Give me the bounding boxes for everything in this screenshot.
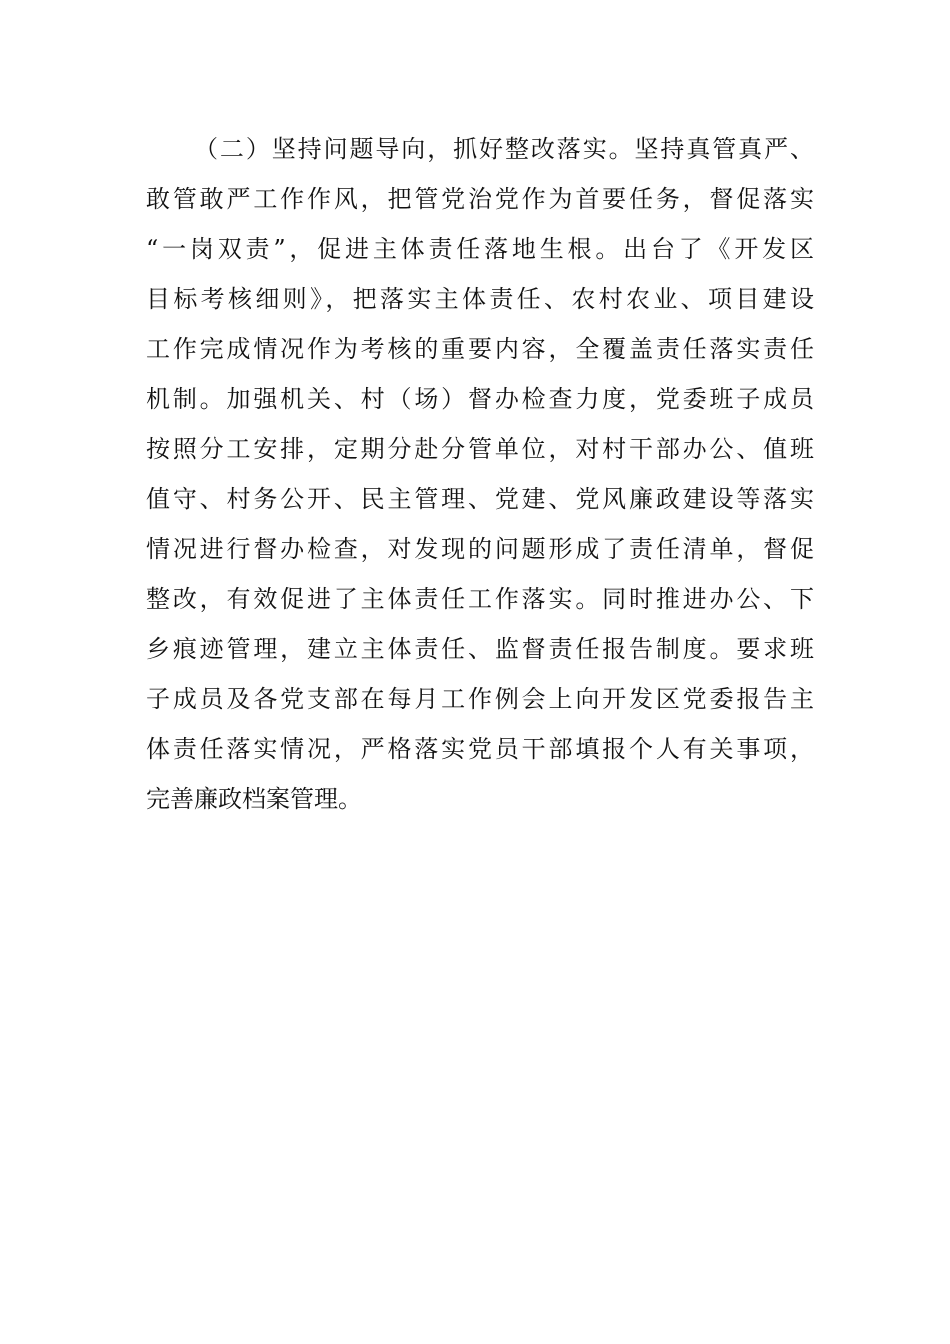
paragraph-line: 按照分工安排，定期分赴分管单位，对村干部办公、值班 [146,435,814,463]
paragraph-line: 值守、村务公开、民主管理、党建、党风廉政建设等落实 [146,485,814,513]
paragraph-line: 目标考核细则》，把落实主体责任、农村农业、项目建设 [146,285,814,313]
paragraph-line: 乡痕迹管理，建立主体责任、监督责任报告制度。要求班 [146,635,814,663]
paragraph-line: （二）坚持问题导向，抓好整改落实。坚持真管真严、 [194,135,814,163]
paragraph-line: 工作完成情况作为考核的重要内容，全覆盖责任落实责任 [146,335,814,363]
paragraph-line: 整改，有效促进了主体责任工作落实。同时推进办公、下 [146,585,814,613]
paragraph-line: 敢管敢严工作作风，把管党治党作为首要任务，督促落实 [146,185,814,213]
paragraph-line: 体责任落实情况，严格落实党员干部填报个人有关事项， [146,735,814,763]
paragraph-line: 子成员及各党支部在每月工作例会上向开发区党委报告主 [146,685,814,713]
paragraph-line: 情况进行督办检查，对发现的问题形成了责任清单，督促 [146,535,814,563]
body-paragraph [146,124,814,824]
paragraph-line: 机制。加强机关、村（场）督办检查力度，党委班子成员 [146,385,814,413]
paragraph-line: “一岗双责”，促进主体责任落地生根。出台了《开发区 [146,235,814,263]
paragraph-line: 完善廉政档案管理。 [146,785,362,813]
